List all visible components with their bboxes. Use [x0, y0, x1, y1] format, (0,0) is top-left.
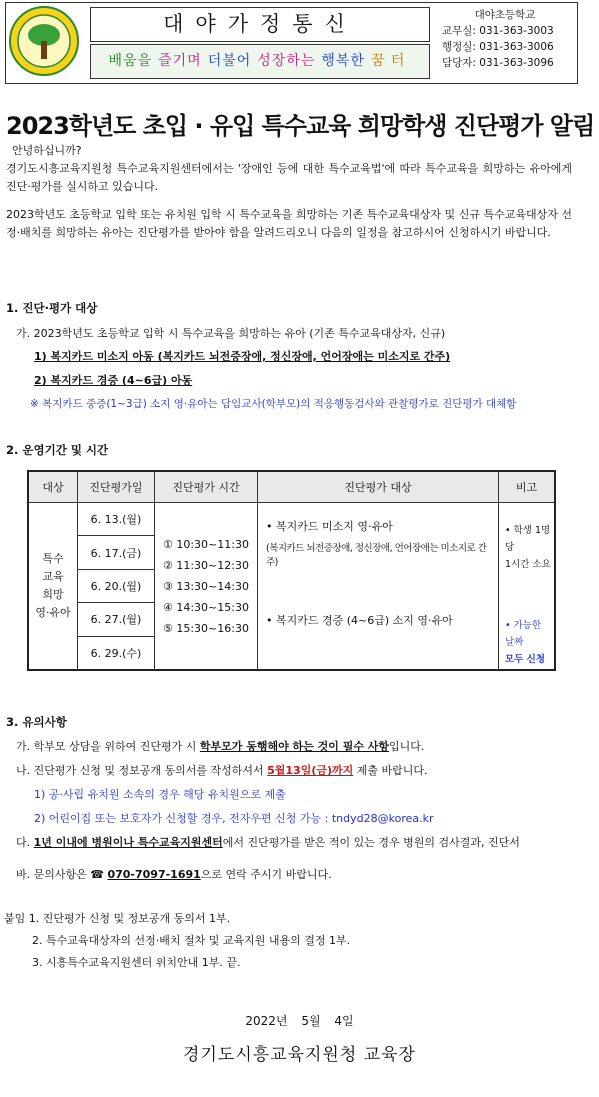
section-3-na-2: 2) 어린이집 또는 보호자가 신청할 경우, 전자우편 신청 가능 : tndyd28@korea.kr	[34, 812, 434, 825]
section-3-da	[16, 834, 520, 850]
schedule-table	[27, 470, 556, 671]
greeting: 안녕하십니까?	[12, 144, 82, 157]
attachment-3: 3. 시흥특수교육지원센터 위치안내 1부. 끝.	[32, 956, 241, 969]
section-2-heading: 2. 운영기간 및 시간	[6, 443, 109, 457]
date-cell: 6. 27.(월)	[78, 603, 155, 636]
inquiry-phone: 070-7097-1691	[107, 868, 201, 881]
section-3-da-emphasis: 1년 이내에 병원이나 특수교육지원센터	[33, 836, 223, 849]
section-3-da-end: 에서 진단평가를 받은 적이 있는 경우 병원의 검사결과, 진단서	[222, 836, 520, 849]
slogan-word: 배움을	[108, 53, 153, 69]
section-3-ga-end: 입니다.	[389, 740, 425, 753]
section-3-ba-end: 으로 연락 주시기 바랍니다.	[200, 868, 332, 881]
attachment-2: 2. 특수교육대상자의 선정·배치 절차 및 교육지원 내용의 결정 1부.	[32, 934, 351, 947]
time-slot: ④ 14:30~15:30	[163, 600, 249, 614]
contact-office: 교무실: 031-363-3003	[442, 25, 554, 37]
time-slot: ② 11:30~12:30	[163, 558, 249, 572]
section-1-note: ※ 복지카드 중증(1~3급) 소지 영·유아는 담임교사(학부모)의 적응행동검사와 관찰평가로 진단평가 대체함	[30, 398, 517, 410]
section-3-ga	[16, 738, 424, 754]
date-cell: 6. 29.(수)	[78, 636, 155, 670]
target-line: 희망	[42, 588, 64, 601]
section-3-na-end: 제출 바랍니다.	[353, 764, 428, 777]
school-name: 대야초등학교	[474, 9, 536, 21]
date-cell: 6. 20.(월)	[78, 569, 155, 602]
school-slogan	[90, 44, 430, 79]
issue-date: 2022년 5월 4일	[245, 1014, 354, 1028]
section-3-na	[16, 762, 428, 778]
section-1-sub-1: 1) 복지카드 미소지 아동 (복지카드 뇌전증장애, 정신장애, 언어장애는 미소지로 간주)	[34, 350, 451, 363]
section-3-na-text: 나. 진단평가 신청 및 정보공개 동의서를 작성하셔서	[16, 764, 268, 777]
col-header-target: 대상	[28, 471, 78, 503]
section-3-ga-emphasis: 학부모가 동행해야 하는 것이 필수 사항	[199, 740, 390, 753]
eval-target-2: • 복지카드 경증 (4~6급) 소지 영·유아	[266, 614, 453, 627]
col-header-time: 진단평가 시간	[155, 471, 258, 503]
date-cell: 6. 17.(금)	[78, 536, 155, 569]
section-3-da-text: 다.	[16, 836, 34, 849]
section-1-item-ga: 가. 2023학년도 초등학교 입학 시 특수교육을 희망하는 유아 (기존 특수교육대상자, 신규)	[16, 327, 446, 340]
time-slot: ① 10:30~11:30	[163, 537, 249, 551]
col-header-date: 진단평가일	[78, 471, 155, 503]
issuer-signature: 경기도시흥교육지원청 교육장	[183, 1045, 416, 1065]
contact-admin: 행정실: 031-363-3006	[442, 41, 554, 53]
target-cell	[28, 503, 78, 671]
newsletter-title-box	[90, 7, 430, 42]
slogan-word: 즐기며	[158, 53, 202, 69]
slogan-word: 더불어	[207, 53, 252, 69]
contact-info	[434, 7, 576, 71]
col-header-remark: 비고	[499, 471, 556, 503]
eval-target-cell	[258, 503, 499, 671]
newsletter-title: 대야가정통신	[163, 12, 357, 36]
section-3-na-deadline: 5월13일(금)까지	[267, 764, 354, 777]
remark-2b: 모두 신청	[505, 654, 546, 665]
section-1-sub-2: 2) 복지카드 경증 (4~6급) 아동	[34, 374, 193, 387]
time-cell	[155, 503, 258, 671]
remark-cell	[499, 503, 556, 671]
target-line: 영·유아	[35, 606, 71, 619]
remark-1b: 1시간 소요	[505, 559, 551, 570]
table-header-row	[28, 471, 555, 503]
date-cell: 6. 13.(월)	[78, 503, 155, 536]
school-logo	[8, 5, 80, 77]
section-3-heading: 3. 유의사항	[6, 715, 67, 729]
eval-target-1-note: (복지카드 뇌전증장애, 정신장애, 언어장애는 미소지로 간주)	[266, 543, 487, 568]
intro-paragraph-2: 2023학년도 초등학교 입학 또는 유치원 입학 시 특수교육을 희망하는 기존 특수교육대상자 및 신규 특수교육대상자 선정·배치를 희망하는 유아는 진단평가를 받아야 함을 알려드리오니 다음의 일정을 참고하시어 신청하시기 바랍니다.	[6, 208, 572, 239]
remark-1a: • 학생 1명당	[505, 525, 551, 553]
table-row	[28, 503, 555, 536]
slogan-word: 성장하는	[257, 53, 316, 69]
time-slot: ③ 13:30~14:30	[163, 579, 249, 593]
time-slot: ⑤ 15:30~16:30	[163, 621, 249, 635]
target-line: 특수	[42, 552, 64, 565]
section-3-ba-text: 바. 문의사항은 ☎	[16, 868, 108, 881]
remark-2a: • 가능한 날짜	[505, 620, 542, 648]
intro-paragraph-1: 경기도시흥교육지원청 특수교육지원센터에서는 '장애인 등에 대한 특수교육법'에 따라 특수교육을 희망하는 유아에게 진단·평가를 실시하고 있습니다.	[6, 162, 572, 193]
section-1-heading: 1. 진단·평가 대상	[6, 301, 98, 315]
contact-person: 담당자: 031-363-3096	[442, 57, 554, 69]
section-3-na-1: 1) 공·사립 유치원 소속의 경우 해당 유치원으로 제출	[34, 788, 286, 801]
col-header-eval-target: 진단평가 대상	[258, 471, 499, 503]
slogan-word: 행복한	[321, 53, 365, 69]
section-3-ba	[16, 866, 332, 882]
attachment-1: 붙임 1. 진단평가 신청 및 정보공개 동의서 1부.	[4, 912, 231, 925]
document-title: 2023학년도 초입 · 유입 특수교육 희망학생 진단평가 알림	[6, 112, 595, 140]
slogan-word: 꿈 터	[370, 53, 406, 69]
target-line: 교육	[42, 570, 64, 583]
section-3-ga-text: 가. 학부모 상담을 위하여 진단평가 시	[16, 740, 200, 753]
eval-target-1: • 복지카드 미소지 영·유아	[266, 520, 393, 533]
